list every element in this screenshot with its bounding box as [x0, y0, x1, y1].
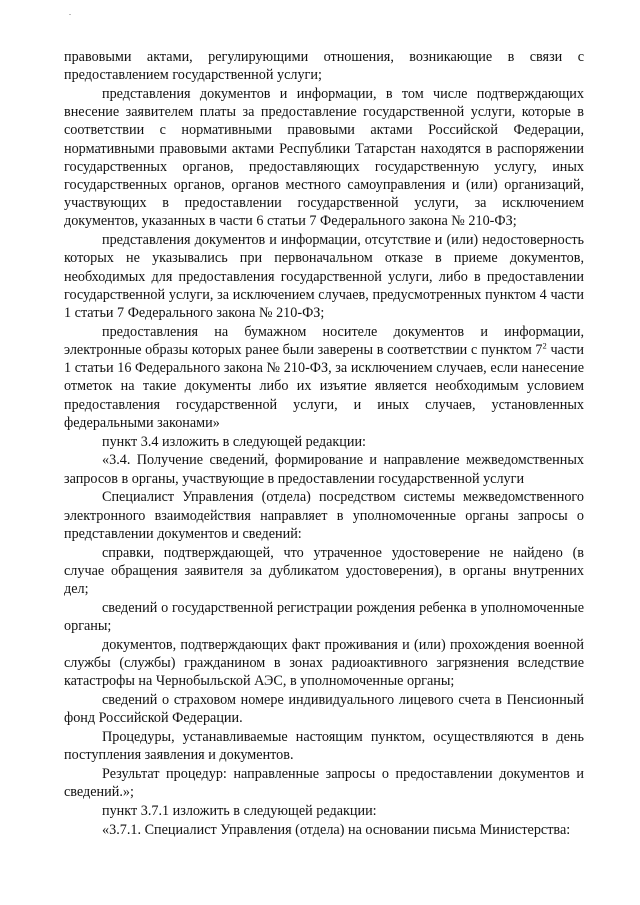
paragraph: представления документов и информации, в том числе подтверждающих внесение заявителем платы за предоставление государственной услуги, которые в соответствии с нормативными правовыми актами Российской Федерации, нормативными правовыми актами Республики Татарстан находятся в распоряжении государственных органов, предоставляющих государственную услугу, иных государственных органов, органов местного самоуправления и (или) организаций, участвующих в предоставлении государственной услуги, за исключением документов, указанных в части 6 статьи 7 Федерального закона № 210-ФЗ;: [64, 86, 584, 230]
paragraph: представления документов и информации, отсутствие и (или) недостоверность которых не указывались при первоначальном отказе в приеме документов, необходимых для предоставления государственной услуги, либо в предоставлении государственной услуги, за исключением случаев, предусмотренных пунктом 4 части 1 статьи 7 Федерального закона № 210-ФЗ;: [64, 232, 584, 322]
superscript: 2: [542, 340, 547, 351]
scan-speck: [69, 14, 71, 15]
document-body: [64, 48, 584, 840]
paragraph: правовыми актами, регулирующими отношения, возникающие в связи с предоставлением государственной услуги;: [64, 49, 584, 84]
paragraph: документов, подтверждающих факт проживания и (или) прохождения военной службы (службы) гражданином в зонах радиоактивного загрязнения вследствие катастрофы на Чернобыльской АЭС, в уполномоченные органы;: [64, 636, 584, 690]
paragraph-text: части 1 статьи 16 Федерального закона № 210-ФЗ, за исключением случаев, если нанесение отметок на такие документы либо их изъятие является необходимым условием предоставления государственной услуги, и иных случаев, установленных федеральными законами»: [64, 342, 584, 431]
paragraph: «3.4. Получение сведений, формирование и направление межведомственных запросов в органы, участвующие в предоставлении государственной услуги: [64, 452, 584, 487]
paragraph: пункт 3.7.1 изложить в следующей редакции:: [102, 803, 377, 820]
paragraph: Процедуры, устанавливаемые настоящим пунктом, осуществляются в день поступления заявления и документов.: [64, 729, 584, 764]
paragraph: Специалист Управления (отдела) посредством системы межведомственного электронного взаимодействия направляет в уполномоченные органы запросы о представлении документов и сведений:: [64, 489, 584, 542]
paragraph: сведений о государственной регистрации рождения ребенка в уполномоченные органы;: [64, 599, 584, 635]
paragraph: [64, 323, 584, 432]
paragraph-text: предоставления на бумажном носителе документов и информации, электронные образы которых ранее были заверены в соответствии с пунктом 7: [64, 323, 584, 359]
paragraph: «3.7.1. Специалист Управления (отдела) на основании письма Министерства:: [102, 821, 571, 838]
paragraph: сведений о страховом номере индивидуального лицевого счета в Пенсионный фонд Российской Федерации.: [64, 692, 584, 727]
paragraph: Результат процедур: направленные запросы о предоставлении документов и сведений.»;: [64, 766, 584, 801]
paragraph: пункт 3.4 изложить в следующей редакции:: [102, 433, 366, 450]
paragraph: справки, подтверждающей, что утраченное удостоверение не найдено (в случае обращения заявителя за дубликатом удостоверения), в органы внутренних дел;: [64, 544, 584, 598]
